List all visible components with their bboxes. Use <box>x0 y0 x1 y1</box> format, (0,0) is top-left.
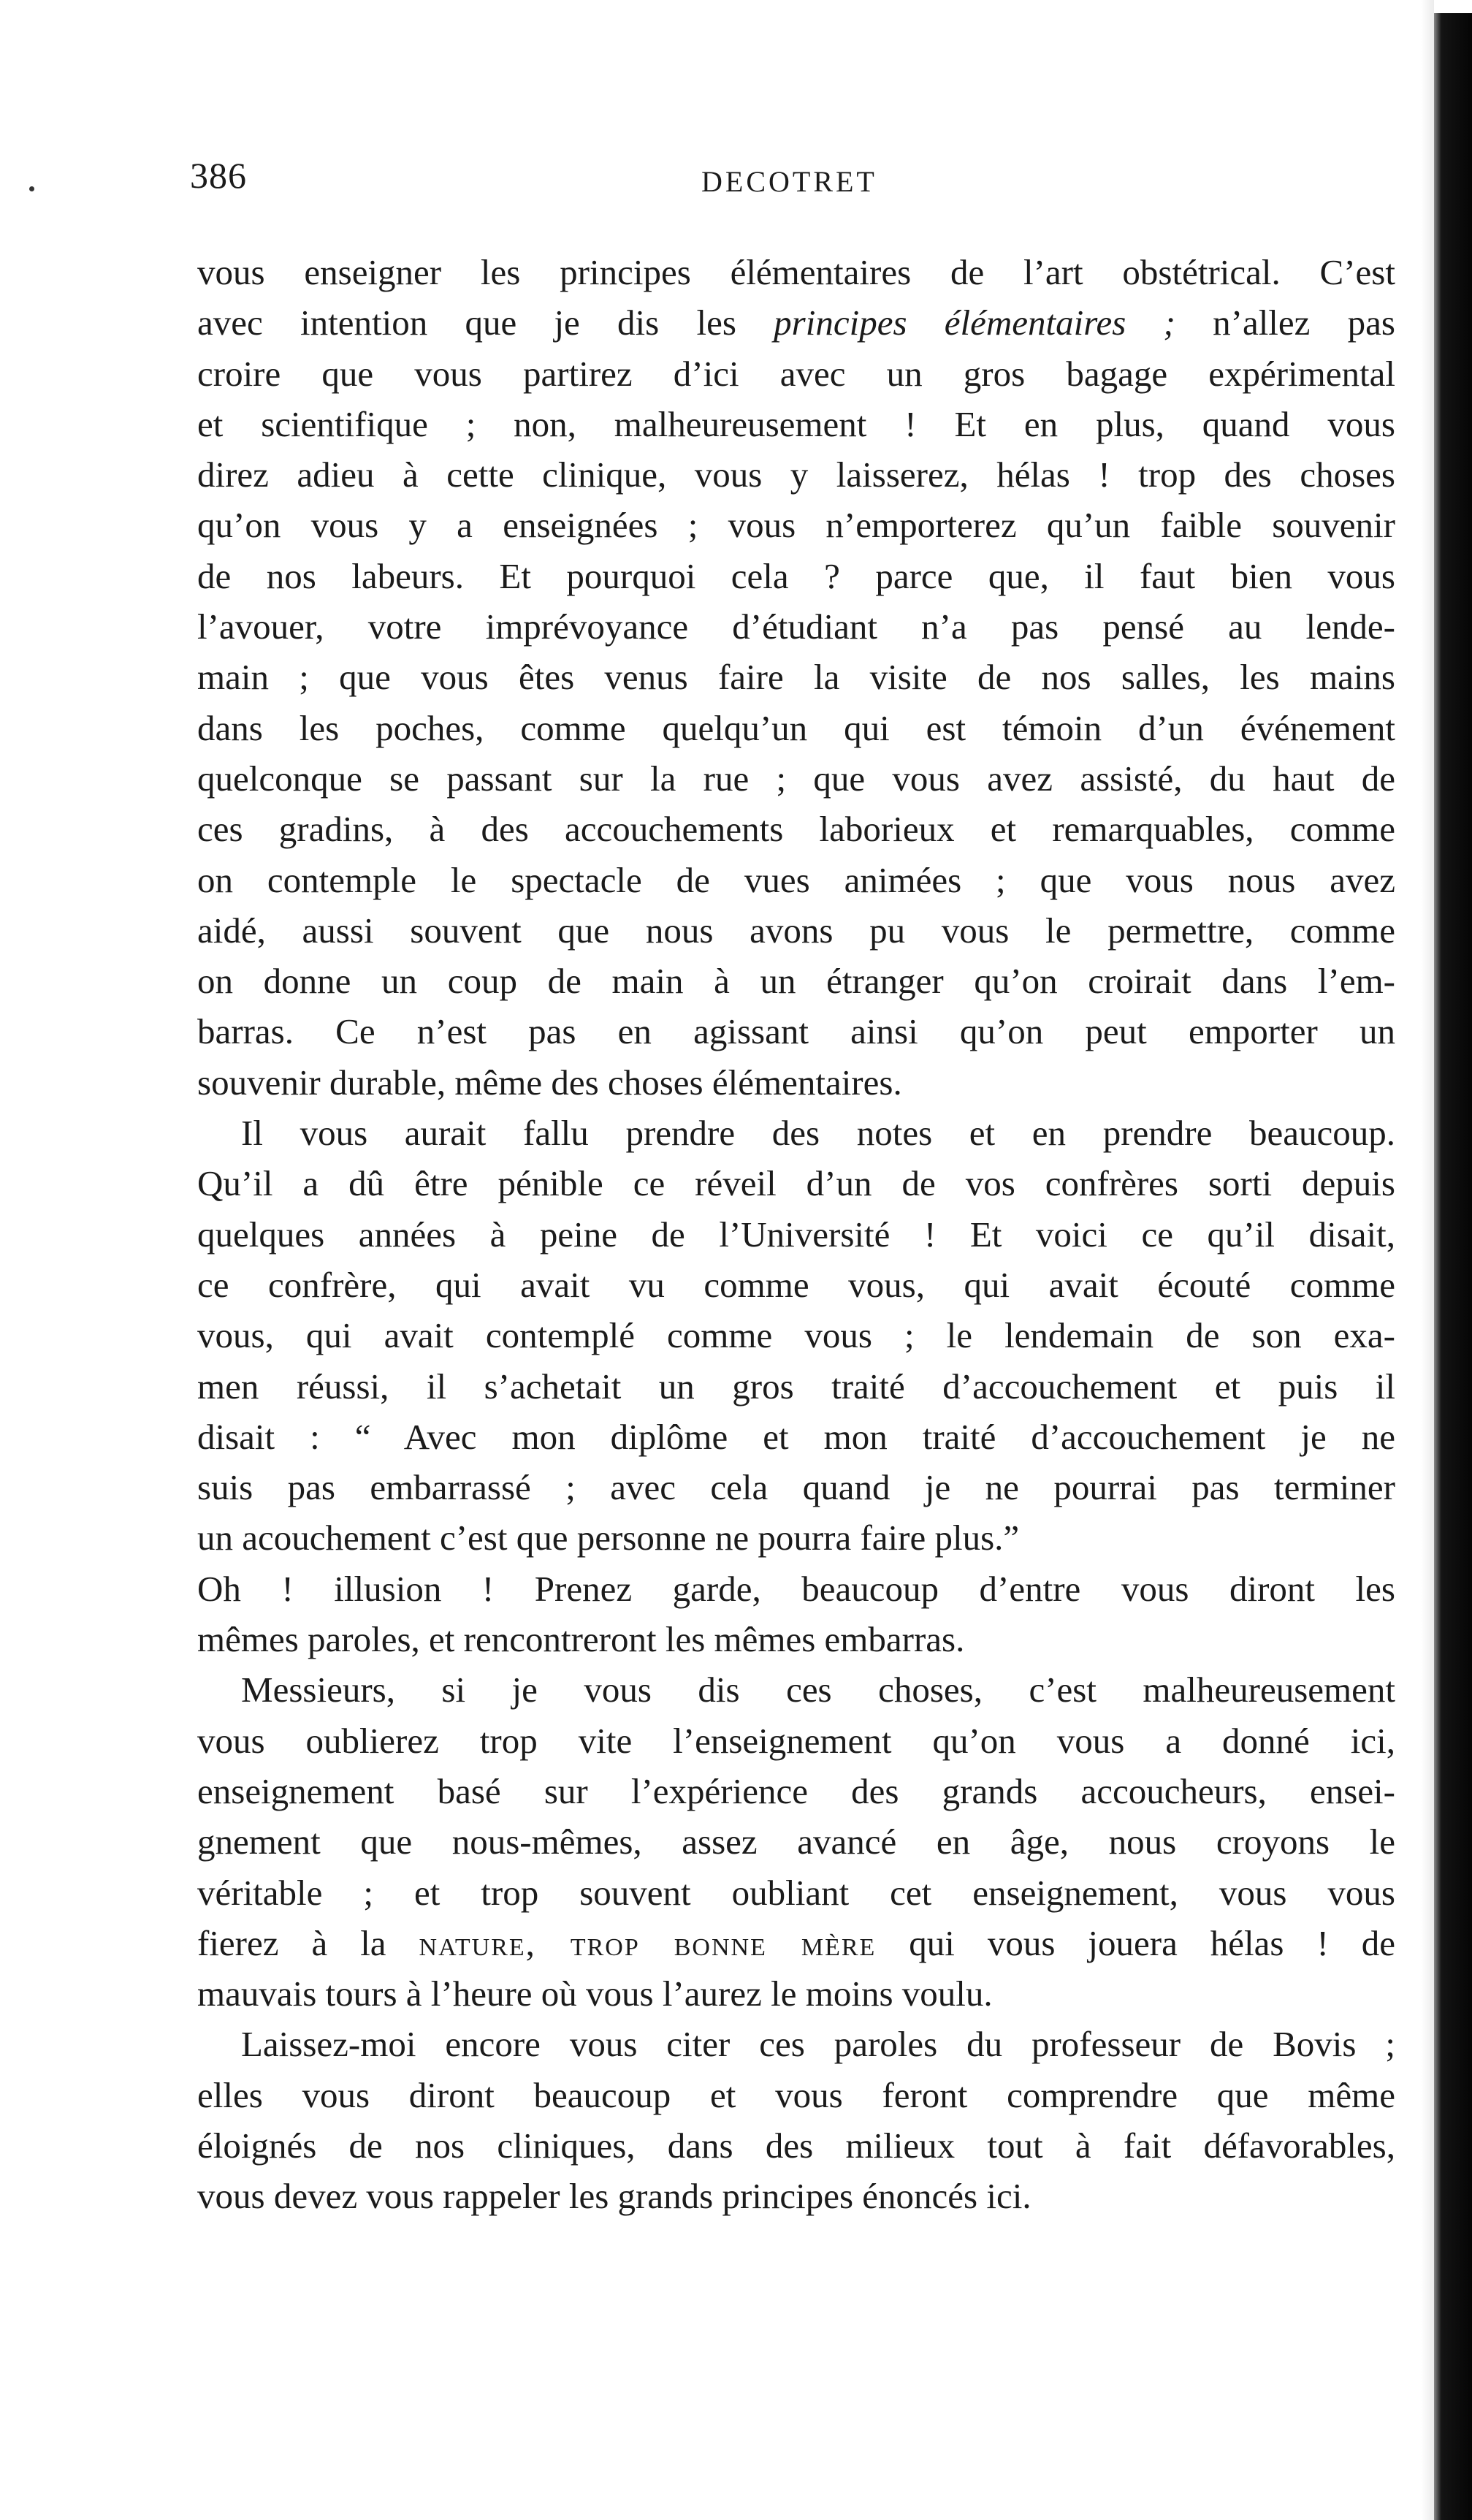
text-run: enseignement basé sur l’expérience des grands accoucheurs, ensei- <box>197 1770 1395 1811</box>
text-line <box>197 247 1395 297</box>
text-line <box>197 1968 1395 2019</box>
running-head: DECOTRET <box>701 165 877 198</box>
text-run: suis pas embarrassé ; avec cela quand je ne pourrai pas terminer <box>197 1467 1395 1508</box>
text-line <box>197 1614 1395 1664</box>
text-line <box>197 349 1395 399</box>
text-run: Messieurs, si je vous dis ces choses, c’est malheureusement <box>241 1670 1395 1710</box>
body-text <box>197 247 1395 2222</box>
text-line <box>197 1006 1395 1057</box>
text-line <box>197 2120 1395 2171</box>
text-line <box>197 1412 1395 1462</box>
text-run: on contemple le spectacle de vues animées ; que vous nous avez <box>197 859 1395 900</box>
text-run: mauvais tours à l’heure où vous l’aurez le moins voulu. <box>197 1973 993 2014</box>
text-line <box>197 1108 1395 1158</box>
text-run: elles vous diront beaucoup et vous feront comprendre que même <box>197 2074 1395 2115</box>
italic-text: principes élémentaires ; <box>774 302 1175 343</box>
small-caps-text: nature, trop bonne mère <box>419 1922 877 1963</box>
text-run: fierez à la <box>197 1922 419 1963</box>
paragraph <box>197 1564 1395 1665</box>
text-run: disait : “ Avec mon diplôme et mon traité d’accouchement je ne <box>197 1416 1395 1457</box>
text-line <box>197 703 1395 753</box>
text-run: ces gradins, à des accouchements laborieux et remarquables, comme <box>197 809 1395 850</box>
paragraph <box>197 2019 1395 2221</box>
text-line <box>197 804 1395 854</box>
text-line <box>197 1664 1395 1715</box>
paragraph <box>197 1664 1395 2019</box>
text-line <box>197 1716 1395 1766</box>
text-run: vous devez vous rappeler les grands principes énoncés ici. <box>197 2176 1031 2217</box>
text-line <box>197 1209 1395 1260</box>
binding-shadow <box>1421 0 1434 2520</box>
text-line <box>197 1260 1395 1310</box>
text-line <box>197 855 1395 905</box>
text-line <box>197 1766 1395 1816</box>
text-run: l’avouer, votre imprévoyance d’étudiant n’a pas pensé au lende- <box>197 606 1395 647</box>
text-line <box>197 1462 1395 1512</box>
paragraph <box>197 1108 1395 1564</box>
text-line <box>197 1310 1395 1360</box>
text-run: on donne un coup de main à un étranger qu’on croirait dans l’em- <box>197 961 1395 1002</box>
text-run: Laissez-moi encore vous citer ces paroles du professeur de Bovis ; <box>241 2024 1395 2065</box>
text-run: souvenir durable, même des choses élémentaires. <box>197 1062 902 1103</box>
text-run: vous, qui avait contemplé comme vous ; le lendemain de son exa- <box>197 1315 1395 1356</box>
text-run: vous enseigner les principes élémentaires de l’art obstétrical. C’est <box>197 252 1395 292</box>
text-run: et scientifique ; non, malheureusement ! Et en plus, quand vous <box>197 403 1395 444</box>
text-line <box>197 2019 1395 2069</box>
text-line <box>197 753 1395 804</box>
text-line <box>197 2171 1395 2221</box>
text-line <box>197 500 1395 550</box>
text-run: aidé, aussi souvent que nous avons pu vous le permettre, comme <box>197 910 1395 951</box>
text-line <box>197 1512 1395 1563</box>
text-line <box>197 1564 1395 1614</box>
text-run: Qu’il a dû être pénible ce réveil d’un de vos confrères sorti depuis <box>197 1163 1395 1204</box>
text-line <box>197 1918 1395 1968</box>
margin-mark <box>29 186 34 191</box>
text-line <box>197 652 1395 702</box>
binding-edge <box>1434 13 1472 2520</box>
text-run: un acouchement c’est que personne ne pourra faire plus.” <box>197 1518 1020 1558</box>
text-line <box>197 1158 1395 1208</box>
text-line <box>197 1057 1395 1108</box>
text-run: quelques années à peine de l’Université ! Et voici ce qu’il disait, <box>197 1214 1395 1255</box>
text-run: quelconque se passant sur la rue ; que vous avez assisté, du haut de <box>197 758 1395 799</box>
text-run: croire que vous partirez d’ici avec un gros bagage expérimental <box>197 353 1395 394</box>
text-run: Il vous aurait fallu prendre des notes et en prendre beaucoup. <box>241 1113 1395 1154</box>
text-line <box>197 399 1395 449</box>
text-line <box>197 551 1395 601</box>
text-line <box>197 2070 1395 2120</box>
text-run: qu’on vous y a enseignées ; vous n’emporterez qu’un faible souvenir <box>197 505 1395 546</box>
text-run: avec intention que je dis les <box>197 302 774 343</box>
text-run: qui vous jouera hélas ! de <box>876 1922 1395 1963</box>
text-line <box>197 1816 1395 1867</box>
text-run: éloignés de nos cliniques, dans des milieux tout à fait défavorables, <box>197 2125 1395 2166</box>
text-run: Oh ! illusion ! Prenez garde, beaucoup d’entre vous diront les <box>197 1568 1395 1609</box>
paragraph <box>197 247 1395 1108</box>
text-run: gnement que nous-mêmes, assez avancé en âge, nous croyons le <box>197 1822 1395 1862</box>
text-run: mêmes paroles, et rencontreront les mêmes embarras. <box>197 1619 965 1660</box>
text-run: véritable ; et trop souvent oubliant cet enseignement, vous vous <box>197 1872 1395 1913</box>
text-line <box>197 601 1395 652</box>
text-line <box>197 1868 1395 1918</box>
text-run: main ; que vous êtes venus faire la visite de nos salles, les mains <box>197 657 1395 698</box>
text-run: men réussi, il s’achetait un gros traité d’accouchement et puis il <box>197 1366 1395 1406</box>
text-run: n’allez pas <box>1175 302 1395 343</box>
text-run: de nos labeurs. Et pourquoi cela ? parce que, il faut bien vous <box>197 555 1395 596</box>
text-run: vous oublierez trop vite l’enseignement qu’on vous a donné ici, <box>197 1720 1395 1761</box>
text-line <box>197 297 1395 348</box>
page-number: 386 <box>190 155 247 196</box>
text-line <box>197 905 1395 956</box>
text-line <box>197 449 1395 500</box>
text-line <box>197 956 1395 1006</box>
text-line <box>197 1361 1395 1412</box>
text-run: direz adieu à cette clinique, vous y laisserez, hélas ! trop des choses <box>197 454 1395 495</box>
text-run: barras. Ce n’est pas en agissant ainsi qu’on peut emporter un <box>197 1011 1395 1052</box>
text-run: dans les poches, comme quelqu’un qui est témoin d’un événement <box>197 707 1395 748</box>
text-run: ce confrère, qui avait vu comme vous, qui avait écouté comme <box>197 1264 1395 1305</box>
